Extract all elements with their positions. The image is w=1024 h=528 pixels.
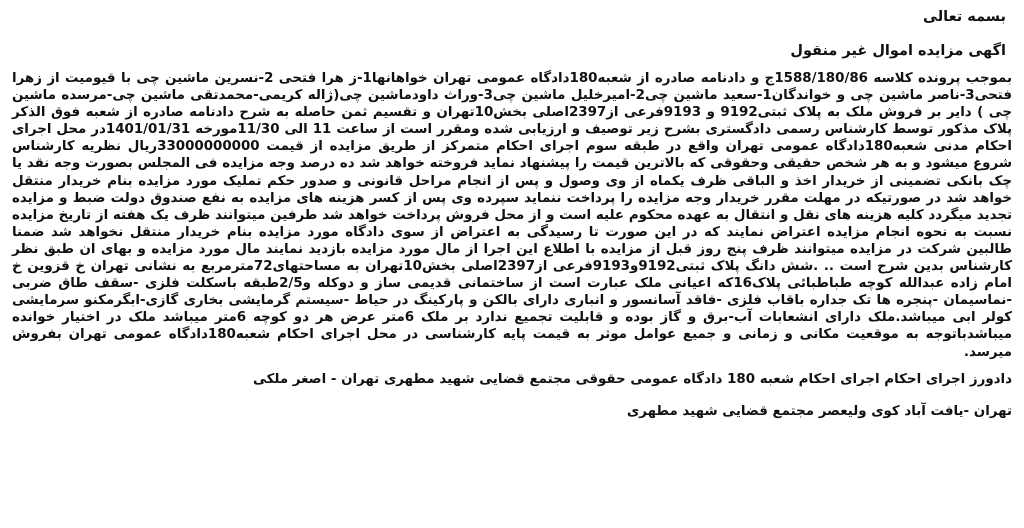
signature-line: دادورز اجرای احکام اجرای احکام شعبه 180 دادگاه عمومی حقوقی مجتمع قضایی شهید مطهری تهران - اصغر ملکی <box>253 371 1012 387</box>
notice-body: بموجب پرونده کلاسه 1588/180/86ج و دادنامه صادره از شعبه180دادگاه عمومی تهران خواهانها1-ز هرا فتحی 2-نسرین ماشین چی با قیومیت از زهرا فتحی3-ناصر ماشین چی و خواندگان1-سعید ماشین چی2-امیرخلیل ماشین چی3-وراث داودماشین چی(ژاله کریمی-محمدتقی ماشین چی-مرسده ماشین چی ) دایر بر فروش ملک به پلاک ثبتی9192 و 9193فرعی از2397اصلی بخش10تهران و تقسیم ثمن حاصله به شرح دادنامه صادره از شعبه فوق الذکر پلاک مذکور توسط کارشناس رسمی دادگستری بشرح زیر توصیف و ارزیابی شده ومقرر است از ساعت 11 الی 11/30مورخه 1401/01/31در محل اجرای احکام مدنی شعبه180دادگاه عمومی تهران واقع در طبقه سوم اجرای احکام متمرکز از طریق مزایده از قیمت 33000000000ریال نظریه کارشناس شروع میشود و به هر شخص حقیقی وحقوقی که بالاترین قیمت را پیشنهاد نماید فروخته خواهد شد ده درصد وجه مزایده فی المجلس بصورت وجه نقد یا چک بانکی تضمینی از خریدار اخذ و الباقی ظرف یکماه از وی وصول و پس از انجام مراحل قانونی و صدور حکم تملیک مورد مزایده بنام خریدار منتقل خواهد شد در صورتیکه در مهلت مقرر خریدار وجه مزایده را پرداخت ننماید سپرده وی پس از کسر هزینه های مزایده به نفع صندوق دولت ضبط و مزایده تجدید میگردد کلیه هزینه های نقل و انتقال به عهده محکوم علیه است و از محل فروش پرداخت خواهد شد طرفین میتوانند ظرف یک هفته از تاریخ مزایده نسبت به نحوه انجام مزایده اعتراض نمایند که در این صورت تا رسیدگی به اعتراض از سوی دادگاه مورد مزایده بنام خریدار منتقل نخواهد شد ضمنا طالبین شرکت در مزایده میتوانند ظرف پنج روز قبل از مزایده با اطلاع این اجرا از مال مورد مزایده بازدید نمایند مال مورد مزایده و بهای ان طبق نظر کارشناس بدین شرح است .. .شش دانگ پلاک ثبتی9192و9193فرعی از2397اصلی بخش10تهران به مساحتهای72مترمربع به نشانی تهران خ قزوین خ امام زاده عبدالله کوچه طباطبائی پلاک16که اعیانی ملک عبارت است از ساختمانی قدیمی ساز و دوکله و2/5طبقه باسکلت فلزی -سقف طاق ضربی -نماسیمان -پنجره ها تک جداره باقاب فلزی -فاقد آسانسور و انباری دارای بالکن و پارکینگ در حیاط -سیستم گرمایشی بخاری گازی-ابگرمکنو سرمایشی کولر ابی میباشد.ملک دارای انشعابات آب-برق و گاز بوده و قابلیت تجمیع ندارد بر ملک 6متر عرض هر دو کوچه 6متر میباشد ملک در اختیار خوانده میباشدباتوجه به موقعیت مکانی و زمانی و جمیع عوامل موثر به قیمت پایه کارشناسی در محل اجرای احکام شعبه180دادگاه عمومی تهران بفروش میرسد. <box>12 71 1013 360</box>
address-line: تهران -یافت آباد کوی ولیعصر مجتمع قضایی شهید مطهری <box>626 403 1012 419</box>
basmala-heading: بسمه تعالی <box>923 9 1006 25</box>
notice-title: اگهی مزایده اموال غیر منقول <box>790 43 1006 59</box>
